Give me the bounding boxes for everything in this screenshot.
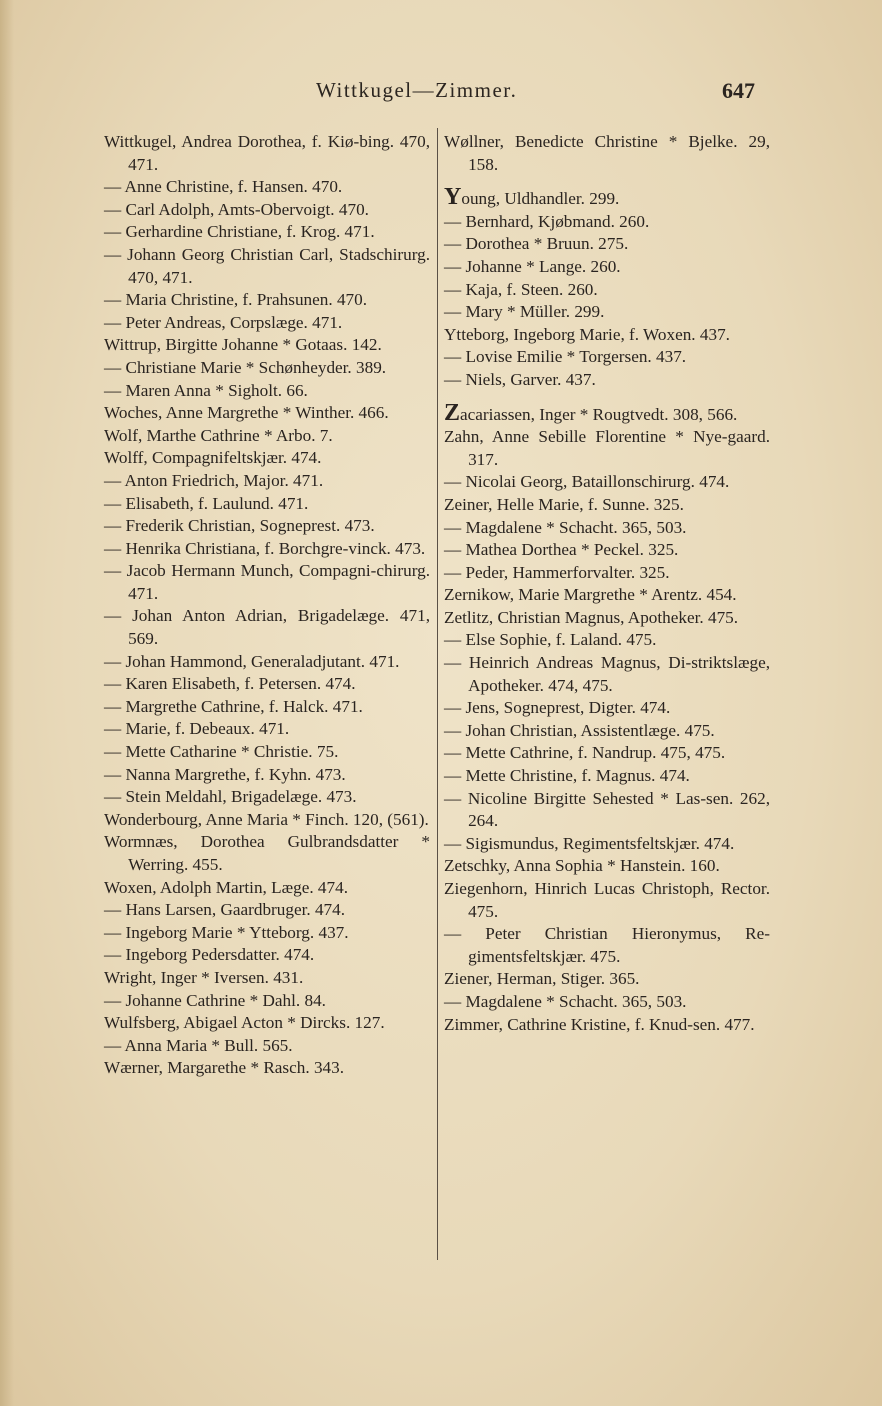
index-entry: Ytteborg, Ingeborg Marie, f. Woxen. 437. (444, 324, 730, 344)
index-entry: — Gerhardine Christiane, f. Krog. 471. (104, 222, 375, 242)
index-entry: — Elisabeth, f. Laulund. 471. (104, 493, 309, 513)
index-entry: — Maria Christine, f. Prahsunen. 470. (104, 290, 368, 310)
index-entry: Ziegenhorn, Hinrich Lucas Christoph, Rector. 475. (444, 879, 770, 921)
index-entry: — Hans Larsen, Gaardbruger. 474. (104, 900, 346, 920)
index-entry: Zernikow, Marie Margrethe * Arentz. 454. (444, 585, 737, 605)
index-entry: Zeiner, Helle Marie, f. Sunne. 325. (444, 494, 684, 514)
index-entry-section-start: Zacariassen, Inger * Rougtvedt. 308, 566. (444, 399, 738, 426)
index-entry: Zimmer, Cathrine Kristine, f. Knud-sen. 477. (444, 1014, 755, 1034)
running-title: Wittkugel—Zimmer. (316, 78, 518, 102)
index-entry: — Nanna Margrethe, f. Kyhn. 473. (104, 764, 346, 784)
index-entry: — Heinrich Andreas Magnus, Di-striktslæge, Apotheker. 474, 475. (444, 653, 770, 695)
index-entry: — Carl Adolph, Amts-Obervoigt. 470. (104, 199, 369, 219)
index-entry: — Magdalene * Schacht. 365, 503. (444, 517, 687, 537)
index-entry: — Margrethe Cathrine, f. Halck. 471. (104, 696, 363, 716)
index-entry: — Mathea Dorthea * Peckel. 325. (444, 540, 679, 560)
index-column-right (444, 131, 770, 1036)
index-entry-section-start: Young, Uldhandler. 299. (444, 184, 620, 211)
index-entry: — Peter Christian Hieronymus, Re-gimentsfeltskjær. 475. (444, 924, 770, 966)
index-entry: — Dorothea * Bruun. 275. (444, 234, 629, 254)
index-entry: Wærner, Margarethe * Rasch. 343. (104, 1058, 345, 1078)
index-entry: — Stein Meldahl, Brigadelæge. 473. (104, 787, 357, 807)
index-entry: Wøllner, Benedicte Christine * Bjelke. 29, 158. (444, 132, 770, 174)
index-column-left (104, 131, 430, 1080)
index-entry: — Peter Andreas, Corpslæge. 471. (104, 312, 343, 332)
index-entry: Wittkugel, Andrea Dorothea, f. Kiø-bing. 470, 471. (104, 132, 430, 174)
index-entry: Wolf, Marthe Cathrine * Arbo. 7. (104, 425, 333, 445)
index-entry: — Frederik Christian, Sogneprest. 473. (104, 516, 375, 536)
index-entry: Woches, Anne Margrethe * Winther. 466. (104, 403, 389, 423)
section-initial: Y (444, 184, 462, 211)
page-header (0, 78, 882, 110)
index-entry: Wittrup, Birgitte Johanne * Gotaas. 142. (104, 335, 382, 355)
index-entry: — Anton Friedrich, Major. 471. (104, 470, 324, 490)
index-entry: — Niels, Garver. 437. (444, 369, 596, 389)
index-entry: — Bernhard, Kjøbmand. 260. (444, 211, 650, 231)
index-entry: — Mette Cathrine, f. Nandrup. 475, 475. (444, 743, 726, 763)
index-entry: — Nicolai Georg, Bataillonschirurg. 474. (444, 472, 730, 492)
index-entry: — Anna Maria * Bull. 565. (104, 1035, 293, 1055)
page-number: 647 (722, 78, 755, 103)
section-initial: Z (444, 399, 461, 426)
index-entry: Zahn, Anne Sebille Florentine * Nye-gaard. 317. (444, 427, 770, 469)
index-entry: Wolff, Compagnifeltskjær. 474. (104, 448, 322, 468)
index-entry: Wormnæs, Dorothea Gulbrandsdatter * Werring. 455. (104, 832, 430, 874)
index-entry: — Johanne * Lange. 260. (444, 256, 621, 276)
index-entry: — Johann Georg Christian Carl, Stadschirurg. 470, 471. (104, 244, 430, 287)
index-entry: Zetschky, Anna Sophia * Hanstein. 160. (444, 856, 720, 876)
index-entry: — Karen Elisabeth, f. Petersen. 474. (104, 674, 356, 694)
index-entry: Ziener, Herman, Stiger. 365. (444, 969, 640, 989)
column-divider (437, 128, 438, 1260)
index-entry: — Johanne Cathrine * Dahl. 84. (104, 990, 326, 1010)
index-entry: — Anne Christine, f. Hansen. 470. (104, 177, 343, 197)
index-entry: — Nicoline Birgitte Sehested * Las-sen. 262, 264. (444, 788, 770, 831)
index-entry: — Ingeborg Marie * Ytteborg. 437. (104, 922, 349, 942)
index-entry: — Jens, Sogneprest, Digter. 474. (444, 698, 671, 718)
index-entry: Wright, Inger * Iversen. 431. (104, 967, 304, 987)
index-entry: — Jacob Hermann Munch, Compagni-chirurg. 471. (104, 561, 430, 603)
index-entry: — Mary * Müller. 299. (444, 302, 605, 322)
index-entry: Wonderbourg, Anne Maria * Finch. 120, (561). (104, 809, 429, 829)
page-edge-stain (0, 0, 14, 1406)
index-entry: — Mette Catharine * Christie. 75. (104, 742, 339, 762)
index-entry: — Sigismundus, Regimentsfeltskjær. 474. (444, 833, 735, 853)
index-entry: — Else Sophie, f. Laland. 475. (444, 630, 657, 650)
index-entry: — Kaja, f. Steen. 260. (444, 279, 598, 299)
index-entry: — Marie, f. Debeaux. 471. (104, 719, 290, 739)
index-entry: Woxen, Adolph Martin, Læge. 474. (104, 877, 348, 897)
index-entry: — Mette Christine, f. Magnus. 474. (444, 766, 690, 786)
index-entry: Wulfsberg, Abigael Acton * Dircks. 127. (104, 1013, 385, 1033)
index-entry: — Johan Hammond, Generaladjutant. 471. (104, 651, 400, 671)
index-entry: — Peder, Hammerforvalter. 325. (444, 562, 670, 582)
index-entry: — Johan Christian, Assistentlæge. 475. (444, 720, 715, 740)
index-entry: — Christiane Marie * Schønheyder. 389. (104, 357, 387, 377)
index-entry: — Maren Anna * Sigholt. 66. (104, 380, 308, 400)
index-entry: — Ingeborg Pedersdatter. 474. (104, 945, 315, 965)
index-entry: — Henrika Christiana, f. Borchgre-vinck. 473. (104, 538, 426, 558)
index-entry: Zetlitz, Christian Magnus, Apotheker. 475. (444, 607, 739, 627)
index-entry: — Johan Anton Adrian, Brigadelæge. 471, 569. (104, 606, 430, 649)
index-entry: — Magdalene * Schacht. 365, 503. (444, 991, 687, 1011)
index-entry: — Lovise Emilie * Torgersen. 437. (444, 347, 687, 367)
